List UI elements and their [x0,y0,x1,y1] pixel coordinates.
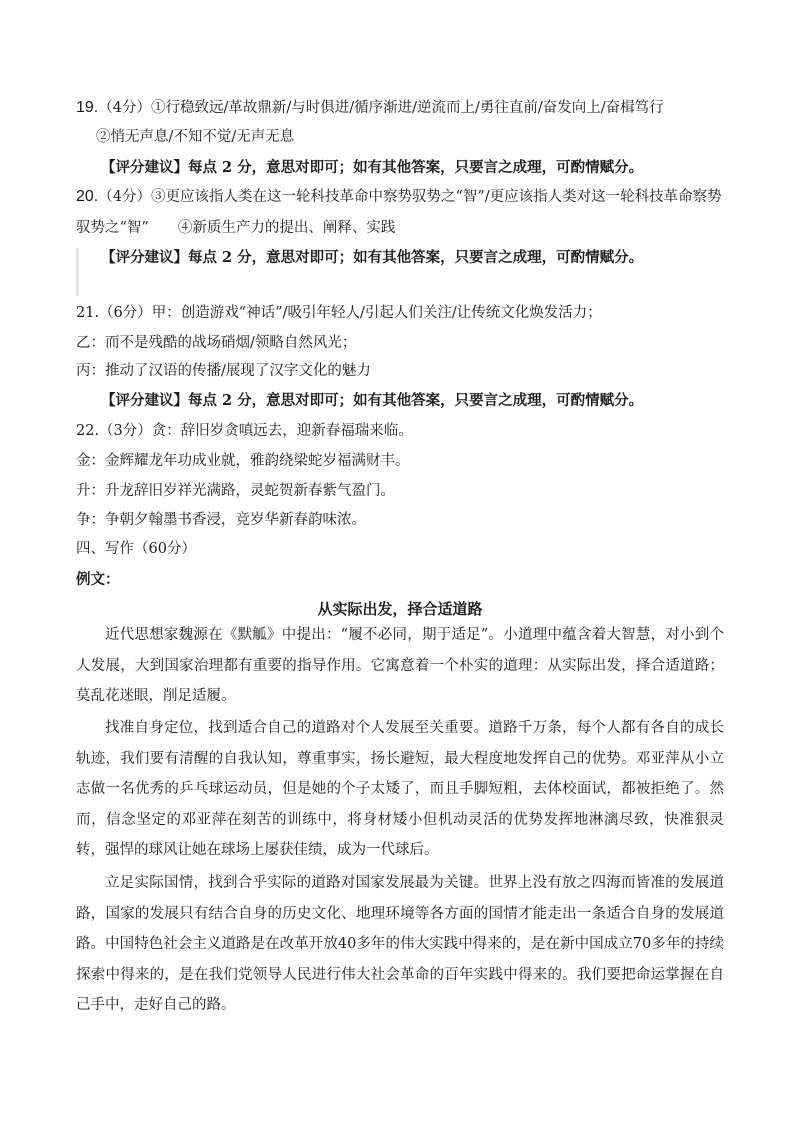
essay-title: 从实际出发，择合适道路 [317,600,483,618]
example-essay-label: 例文： [76,571,120,588]
q22-line-3: 升：升龙辞旧岁祥光满路，灵蛇贺新春紫气盈门。 [76,483,395,499]
q20-line-2: 驭势之“智” ④新质生产力的提出、阐释、实践 [76,220,396,236]
scan-shadow [76,248,79,296]
q21-line-3: 丙：推动了汉语的传播/展现了汉字文化的魅力 [76,363,371,379]
q21-scoring-advice: 【评分建议】每点 2 分，意思对即可；如有其他答案，只要言之成理，可酌情赋分。 [101,392,644,409]
q19-answer-1: （4分）①行稳致远/革故鼎新/与时俱进/循序渐进/逆流而上/勇往直前/奋发向上/奋楫笃行 [98,100,664,116]
q19-number: 19. [76,99,99,116]
essay-paragraph-1: 近代思想家魏源在《默觚》中提出：“履不必同，期于适足”。小道理中蕴含着大智慧，对小到个人发展，大到国家治理都有重要的指导作用。它寓意着一个朴实的道理：从实际出发，择合适道路；莫乱花迷眼，削足适履。 [76,627,724,704]
q21-line-1: 21.（6分）甲：创造游戏“神话”/吸引年轻人/引起人们关注/让传统文化焕发活力； [76,305,602,321]
essay-paragraph-3: 立足实际国情，找到合乎实际的道路对国家发展最为关键。世界上没有放之四海而皆准的发展道路，国家的发展只有结合自身的历史文化、地理环境等各方面的国情才能走出一条适合自身的发展道路。中国特色社会主义道路是在改革开放40多年的伟大实践中得来的，是在新中国成立70多年的持续探索中得来的，是在我们党领导人民进行伟大社会革命的百年实践中得来的。我们要把命运掌握在自己手中，走好自己的路。 [76,875,724,1013]
q20-number: 20. [76,188,99,205]
q20-answer-1: （4分）③更应该指人类在这一轮科技革命中察势驭势之“智”/更应该指人类对这一轮科技革命察势 [98,189,722,205]
q22-line-2: 金：金辉耀龙年功成业就，雅韵绕梁蛇岁福满财丰。 [76,453,410,469]
q22-line-1: 22.（3分）贪：辞旧岁贪嗔远去，迎新春福瑞来临。 [76,423,413,439]
q19-scoring-advice: 【评分建议】每点 2 分，意思对即可；如有其他答案，只要言之成理，可酌情赋分。 [101,159,644,176]
essay-paragraph-2: 找准自身定位，找到适合自己的道路对个人发展至关重要。道路千万条，每个人都有各自的成长轨迹，我们要有清醒的自我认知，尊重事实，扬长避短，最大程度地发挥自己的优势。邓亚萍从小立志做一名优秀的乒乓球运动员，但是她的个子太矮了，而且手脚短粗，去体校面试，都被拒绝了。然而，信念坚定的邓亚萍在刻苦的训练中，将身材矮小但机动灵活的优势发挥地淋漓尽致，快准狠灵转，强悍的球风让她在球场上屡获佳绩，成为一代球后。 [76,720,724,858]
q22-line-4: 争：争朝夕翰墨书香浸，竞岁华新春韵味浓。 [76,512,366,528]
q19-line-2: ②悄无声息/不知不觉/无声无息 [96,129,295,145]
section-4-heading: 四、写作（60分） [76,541,196,557]
q19-line-1 [76,98,664,118]
q20-line-1 [76,187,722,207]
q20-scoring-advice: 【评分建议】每点 2 分，意思对即可；如有其他答案，只要言之成理，可酌情赋分。 [101,249,644,266]
q21-line-2: 乙：而不是残酷的战场硝烟/领略自然风光； [76,335,357,351]
